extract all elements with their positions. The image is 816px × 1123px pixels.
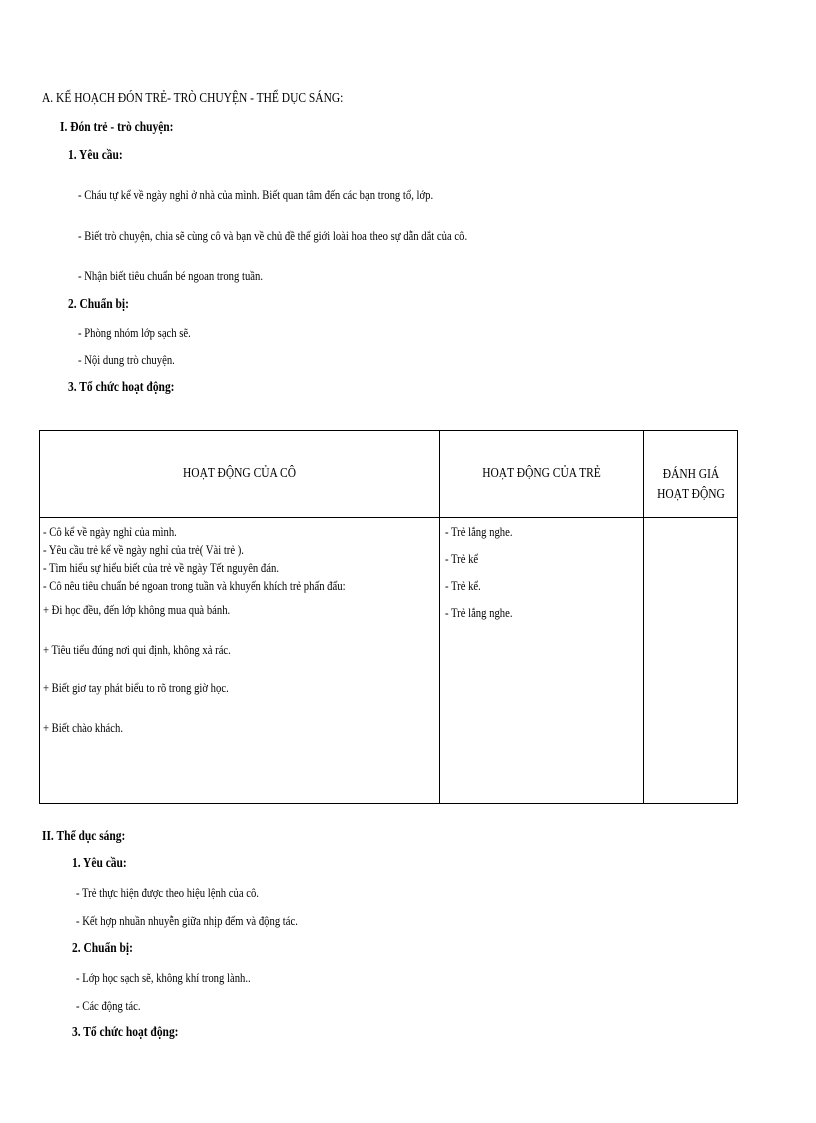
children-activity-cell xyxy=(445,523,641,622)
activity-table xyxy=(39,430,738,804)
section-b-title: II. Thể dục sáng: xyxy=(42,829,126,844)
part1-preparation-title: 2. Chuẩn bị: xyxy=(68,297,129,312)
teacher-activity-cell xyxy=(43,523,438,737)
part1-requirements-title: 1. Yêu cầu: xyxy=(68,148,123,163)
teacher-activity-row: + Đi học đều, đến lớp không mua quà bánh. xyxy=(43,602,231,617)
section-b-requirement-item: - Kết hợp nhuần nhuyễn giữa nhịp đếm và động tác. xyxy=(76,913,298,928)
header-teacher-activity: HOẠT ĐỘNG CỦA CÔ xyxy=(182,466,297,481)
teacher-activity-row: + Biết giơ tay phát biểu to rõ trong giờ học. xyxy=(43,680,229,695)
table-header-divider xyxy=(40,517,737,518)
part1-organization-title: 3. Tổ chức hoạt động: xyxy=(68,380,175,395)
section-b-organization-title: 3. Tổ chức hoạt động: xyxy=(72,1025,179,1040)
part1-requirement-item: - Cháu tự kể về ngày nghỉ ở nhà của mình. Biết quan tâm đến các bạn trong tổ, lớp. xyxy=(78,187,434,202)
header-evaluation: ĐÁNH GIÁ HOẠT ĐỘNG xyxy=(657,467,725,502)
teacher-activity-row: - Tìm hiểu sự hiểu biết của trẻ về ngày Tết nguyên đán. xyxy=(43,560,279,575)
table-divider xyxy=(439,431,440,803)
section-b-preparation-title: 2. Chuẩn bị: xyxy=(72,941,133,956)
part1-title: I. Đón trẻ - trò chuyện: xyxy=(60,120,174,135)
children-activity-row: - Trẻ kể. xyxy=(445,578,481,593)
teacher-activity-row: + Biết chào khách. xyxy=(43,720,124,735)
section-b-requirements-title: 1. Yêu cầu: xyxy=(72,856,127,871)
section-b-preparation-item: - Lớp học sạch sẽ, không khí trong lành.. xyxy=(76,970,251,985)
teacher-activity-row: - Cô nêu tiêu chuẩn bé ngoan trong tuần và khuyến khích trẻ phấn đấu: xyxy=(43,578,346,593)
teacher-activity-row: - Cô kể về ngày nghỉ của mình. xyxy=(43,524,177,539)
children-activity-row: - Trẻ lắng nghe. xyxy=(445,524,513,539)
part1-requirement-item: - Nhận biết tiêu chuẩn bé ngoan trong tuần. xyxy=(78,268,264,283)
part1-requirement-item: - Biết trò chuyện, chia sẽ cùng cô và bạn về chủ đề thế giới loài hoa theo sự dẫn dắt của cô. xyxy=(78,228,468,243)
part1-preparation-item: - Phòng nhóm lớp sạch sẽ. xyxy=(78,325,191,340)
table-divider xyxy=(643,431,644,803)
teacher-activity-row: + Tiêu tiểu đúng nơi qui định, không xả rác. xyxy=(43,642,231,657)
teacher-activity-row: - Yêu cầu trẻ kể về ngày nghỉ của trẻ( Vài trẻ ). xyxy=(43,542,244,557)
section-b-requirement-item: - Trẻ thực hiện được theo hiệu lệnh của cô. xyxy=(76,885,259,900)
part1-preparation-item: - Nội dung trò chuyện. xyxy=(78,352,175,367)
header-children-activity: HOẠT ĐỘNG CỦA TRẺ xyxy=(482,466,601,481)
children-activity-row: - Trẻ kể xyxy=(445,551,479,566)
children-activity-row: - Trẻ lắng nghe. xyxy=(445,605,513,620)
section-b-preparation-item: - Các động tác. xyxy=(76,998,141,1013)
section-a-title: A. KẾ HOẠCH ĐÓN TRẺ- TRÒ CHUYỆN - THỂ DỤC SÁNG: xyxy=(42,91,344,106)
